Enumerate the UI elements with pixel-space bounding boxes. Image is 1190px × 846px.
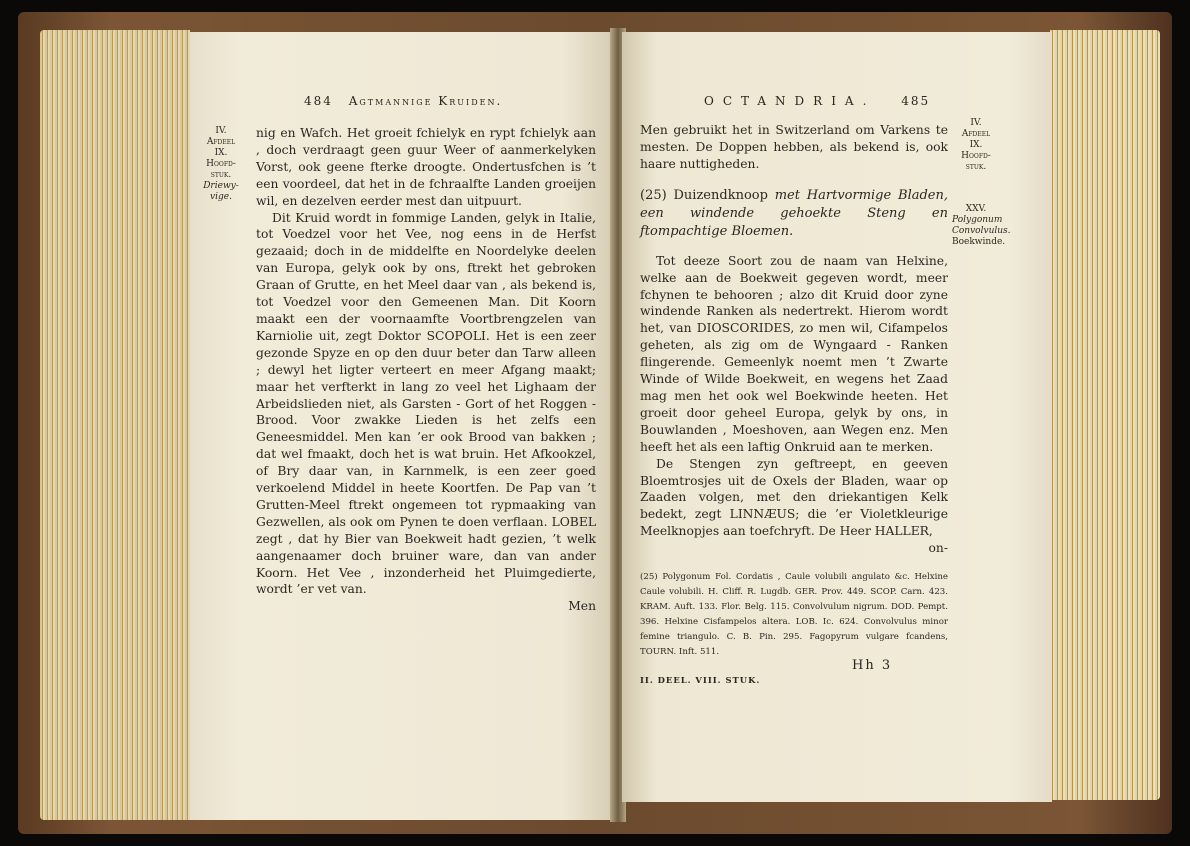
right-margin-top xyxy=(952,118,1000,173)
right-page-edges xyxy=(1050,30,1160,800)
right-intro: Men gebruikt het in Switzerland om Varkens te mesten. De Doppen hebben, als bekend is, ook haare nuttigheden. xyxy=(640,123,948,171)
right-margin-species xyxy=(952,204,1011,248)
right-paragraph-2: De Stengen zyn geftreept, en geeven Bloemtrosjes uit de Oxels der Bladen, waar op Zaaden volgen, met den driekantigen Kelk bedekt, zegt LINNÆUS; die ’er Violetkleurige Meelknopjes aan toefchryft. De Heer HALLER, xyxy=(640,456,948,539)
species-genus: Polygonum xyxy=(952,215,1003,225)
right-paragraph-1: Tot deeze Soort zou de naam van Helxine, welke aan de Boekweit gegeven wordt, meer fchynen te behooren ; alzo dit Kruid door zyne windende Ranken als nedertrekt. Hierom wordt het, van DIOSCORIDES, zo men wil, Cifampelos geheten, als zig om de Wyngaard - Ranken flingerende. Gemeenlyk noemt men ’t Zwarte Winde of Wilde Boekweit, en wegens het Zaad mag men het ook wel Boekwinde heeten. Het groeit door geheel Europa, gelyk by ons, in Bouwlanden , Moeshoven, aan Wegen enz. Men heeft het als een laftig Onkruid aan te merken. xyxy=(640,253,948,454)
species-name: Convolvulus. xyxy=(952,226,1011,236)
species-number: XXV. xyxy=(965,204,987,214)
margin-hoofd: Hoofd- xyxy=(206,159,236,169)
left-page-number: 484 xyxy=(304,94,333,108)
right-body-text xyxy=(640,122,948,557)
right-page xyxy=(622,32,1052,802)
left-page-edges xyxy=(40,30,190,820)
right-page-number: 485 xyxy=(901,94,931,108)
right-catchword: on- xyxy=(928,541,948,556)
left-head-title: Agtmannige Kruiden. xyxy=(348,94,503,108)
left-paragraph-1: nig en Wafch. Het groeit fchielyk en rypt fchielyk aan , doch verdraagt geen guur Weer of aanmerkelyken Vorst, ook geene fterke droogte. Ondertusfchen is ’t een voordeel, dat het in de fchraalfte Landen groeijen wil, en dezelven eerder mest dan uitpuurt. xyxy=(256,126,596,208)
margin-section: IV. xyxy=(970,118,982,128)
margin-name: Driewy- xyxy=(203,181,239,191)
right-running-head xyxy=(704,94,930,108)
species-heading xyxy=(640,187,948,241)
left-catchword: Men xyxy=(568,599,596,614)
left-running-head xyxy=(304,94,502,108)
margin-roman: IX. xyxy=(969,140,983,150)
left-body-text xyxy=(256,125,596,615)
margin-roman: IX. xyxy=(214,148,228,158)
species-common-name: Boekwinde. xyxy=(952,237,1006,247)
margin-stuk: stuk. xyxy=(965,162,987,172)
left-margin-note xyxy=(190,126,252,203)
margin-name-2: vige. xyxy=(210,192,232,202)
margin-afdeel: Afdeel xyxy=(961,129,991,139)
margin-afdeel: Afdeel xyxy=(206,137,236,147)
margin-section: IV. xyxy=(215,126,227,136)
margin-stuk: stuk. xyxy=(210,170,232,180)
left-page xyxy=(190,32,614,820)
signature-mark: Hh 3 xyxy=(852,658,893,673)
margin-hoofd: Hoofd- xyxy=(961,151,991,161)
volume-norm: II. DEEL. VIII. STUK. xyxy=(640,675,761,685)
footnote: (25) Polygonum Fol. Cordatis , Caule volubili angulato &c. Helxine Caule volubili. H. Cliff. R. Lugdb. GER. Prov. 449. SCOP. Carn. 423. KRAM. Auft. 133. Flor. Belg. 115. Convolvulum nigrum. DOD. Pempt. 396. Helxine Cisfampelos altera. LOB. Ic. 624. Convolvulus minor femine triangulo. C. B. Pin. 295. Fagopyrum vulgare fcandens, TOURN. Inft. 511. xyxy=(640,572,948,657)
right-head-title: OCTANDRIA. xyxy=(704,94,876,108)
heading-number: (25) Duizendknoop xyxy=(640,187,768,203)
left-paragraph-2: Dit Kruid wordt in fommige Landen, gelyk in Italie, tot Voedzel voor het Vee, nog eens in de Herfst gezaaid; doch in de middelfte en Noordelyke deelen van Europa, gelyk ook by ons, ftrekt het gebroken Graan of Grutte, en het Meel daar van , als bekend is, tot Voedzel voor den Gemeenen Man. Dit Koorn maakt een der voornaamfte Voortbrengzelen van Karniolie uit, zegt Doktor SCOPOLI. Het is een zeer gezonde Spyze en op den duur beter dan Tarw alleen ; dewyl het ligter verteert en meer Afgang maakt; maar het verfterkt in lang zo veel het Lighaam der Arbeidslieden niet, als Garsten - Gort of het Roggen - Brood. Voor zwakke Lieden is het zelfs een Geneesmiddel. Men kan ’er ook Brood van bakken ; dat wel fmaakt, doch het is wat bruin. Het Afkookzel, of Bry daar van, in Karnmelk, is een zeer goed verkoelend Middel in heete Koortfen. De Pap van ’t Grutten-Meel ftrekt ongemeen tot rypmaaking van Gezwellen, als ook om Pynen te doen verflaan. LOBEL zegt , dat hy Bier van Boekweit hadt gezien, ’t welk aangenaamer doch bruiner ware, dan van ander Koorn. Het Vee , inzonderheid het Pluimgedierte, wordt ’er vet van. xyxy=(256,210,596,597)
heading-description: met Hartvormige Bladen, een windende gehoekte Steng en ftompachtige Bloemen. xyxy=(640,187,948,239)
